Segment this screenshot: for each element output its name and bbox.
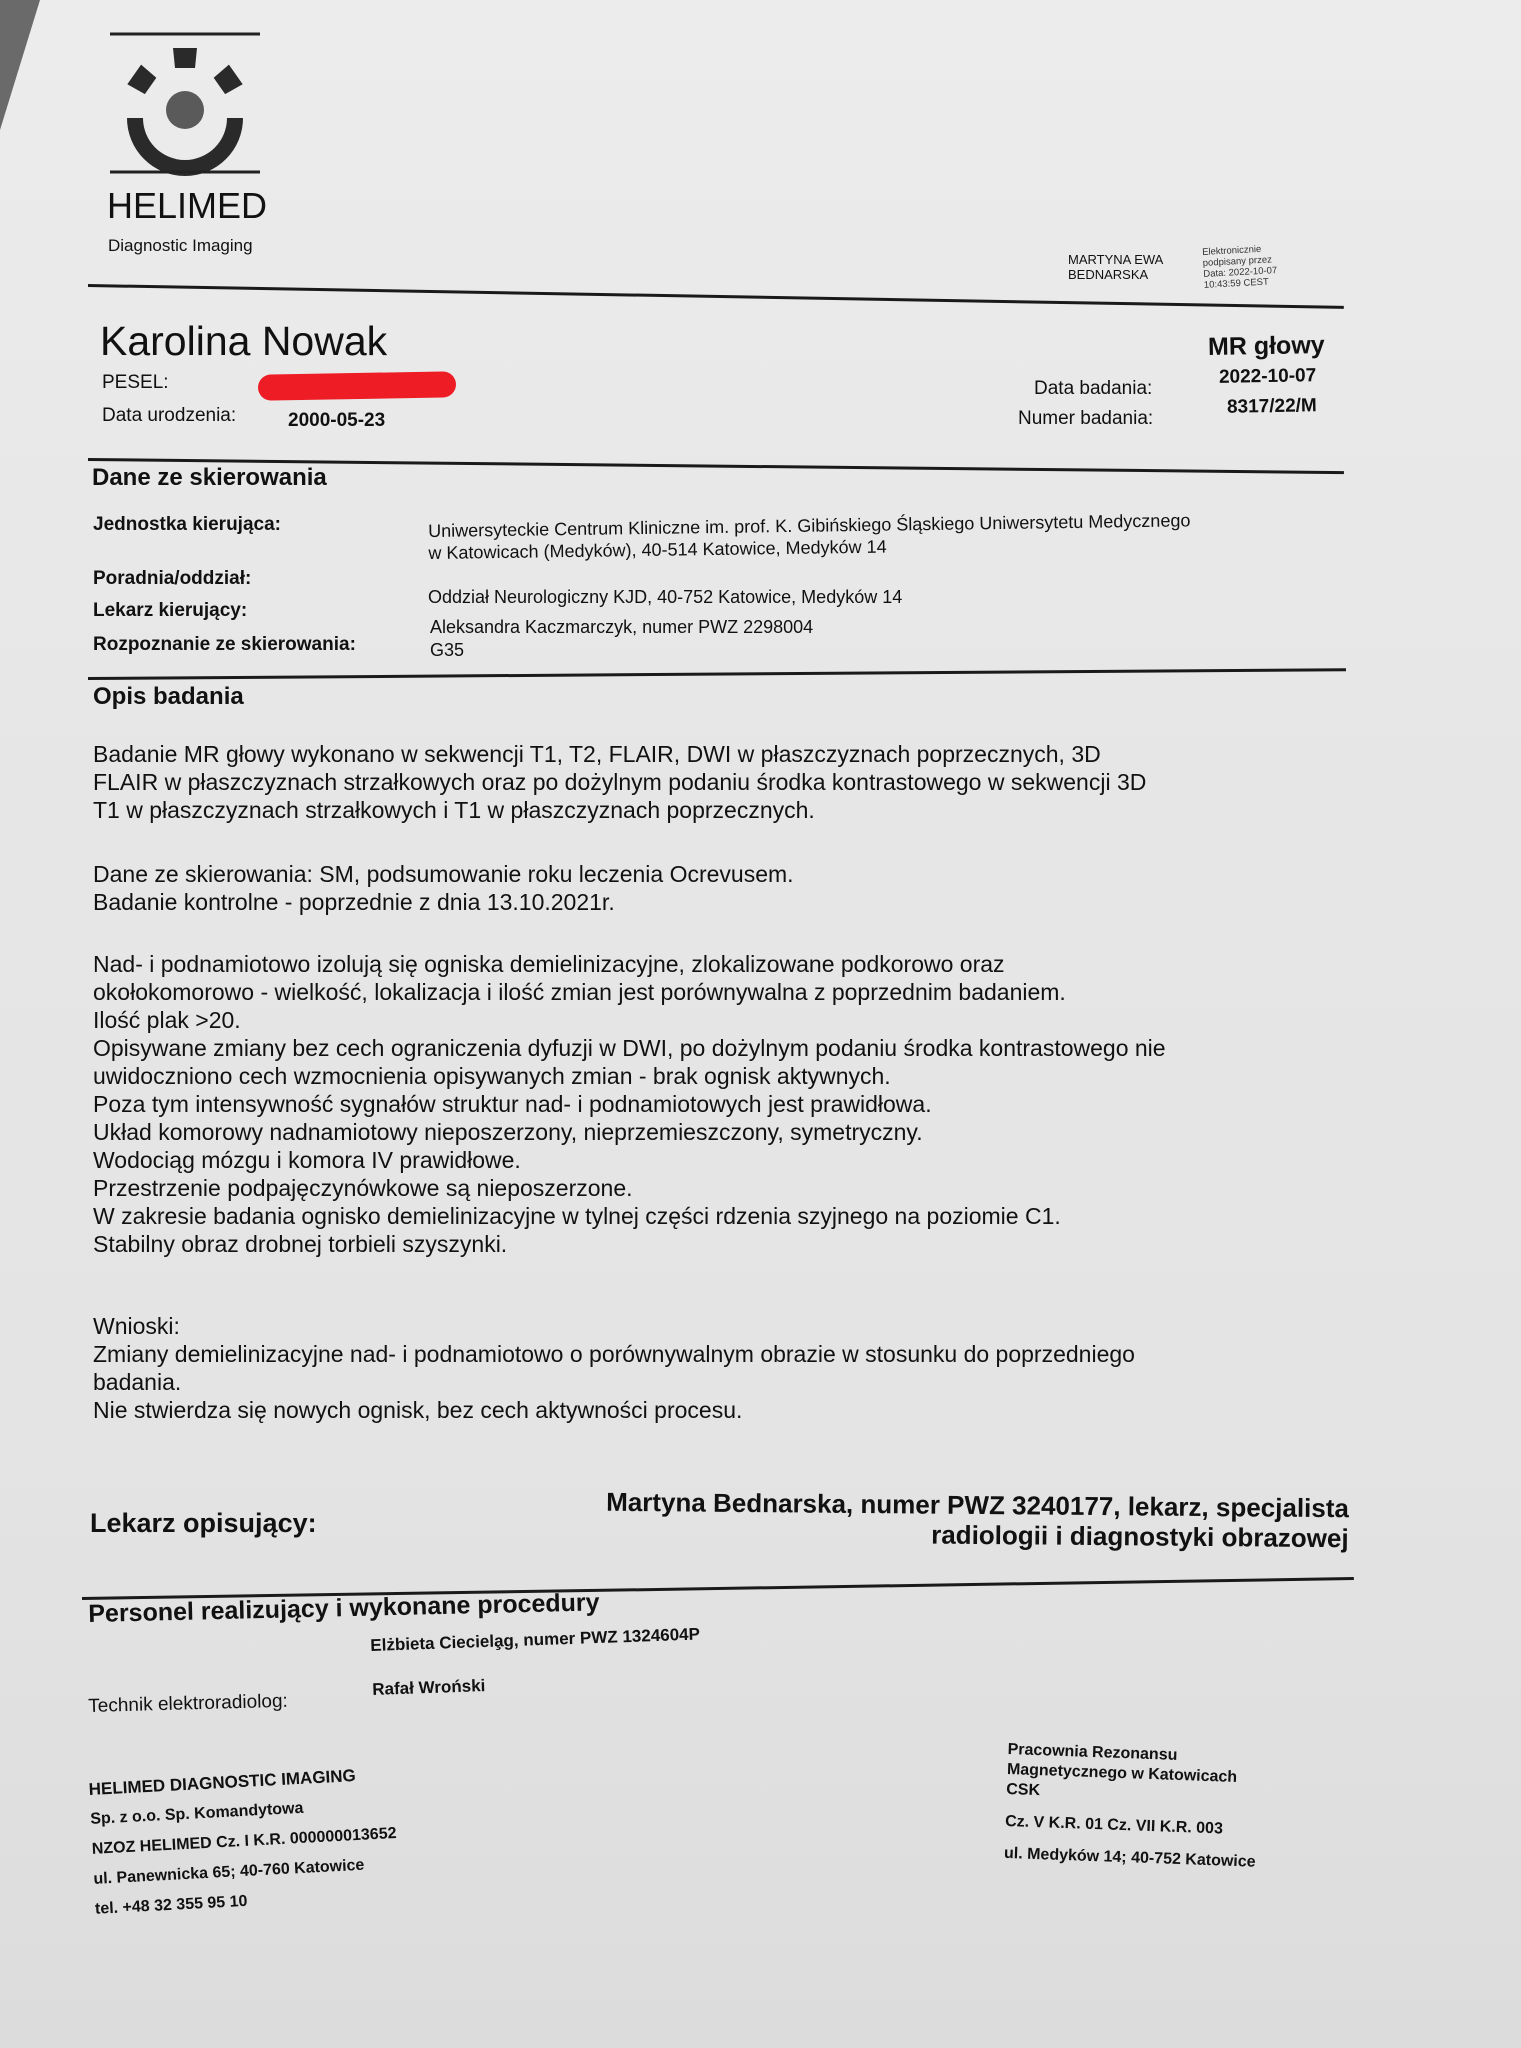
referral-unit-value — [428, 509, 1191, 564]
pesel-label: PESEL: — [102, 372, 169, 393]
company-line: ul. Panewnicka 65; 40-760 Katowice — [93, 1856, 365, 1888]
text-line: Wodociąg mózgu i komora IV prawidłowe. — [93, 1147, 521, 1173]
helimed-logo-icon — [105, 30, 265, 180]
text-line: Nad- i podnamiotowo izolują się ogniska demielinizacyjne, zlokalizowane podkorowo oraz — [93, 951, 1005, 977]
text-line: Dane ze skierowania: SM, podsumowanie roku leczenia Ocrevusem. — [93, 861, 794, 887]
description-title: Opis badania — [93, 683, 244, 710]
text-line: okołokomorowo - wielkość, lokalizacja i ilość zmian jest porównywalna z poprzednim badaniem. — [93, 979, 1066, 1005]
referral-unit-label: Jednostka kierująca: — [93, 514, 281, 535]
text-line: Opisywane zmiany bez cech ograniczenia dyfuzji w DWI, po dożylnym podaniu środka kontrastowego nie — [93, 1035, 1166, 1061]
referral-unit-line: Uniwersyteckie Centrum Kliniczne im. prof. K. Gibińskiego Śląskiego Uniwersytetu Medycznego — [428, 510, 1191, 541]
personnel-person: Elżbieta Cieciela̧g, numer PWZ 1324604P — [370, 1624, 701, 1655]
lab-line: Magnetycznego w Katowicach — [1006, 1760, 1238, 1787]
text-line: Nie stwierdza się nowych ognisk, bez cech aktywności procesu. — [93, 1397, 743, 1423]
exam-date-label: Data badania: — [1034, 378, 1153, 399]
referral-doctor-label: Lekarz kierujący: — [93, 600, 248, 621]
technician-value: Rafał Wroński — [372, 1676, 486, 1699]
conclusions — [93, 1312, 1135, 1424]
describing-doctor-value — [606, 1487, 1349, 1553]
referral-doctor-value: Aleksandra Kaczmarczyk, numer PWZ 2298004 — [430, 617, 814, 637]
text-line: uwidoczniono cech wzmocnienia opisywanych zmian - brak ognisk aktywnych. — [93, 1063, 891, 1089]
company-phone: tel. +48 32 355 95 10 — [94, 1892, 248, 1918]
patient-name: Karolina Nowak — [100, 318, 388, 364]
company-line: NZOZ HELIMED Cz. I K.R. 000000013652 — [91, 1824, 397, 1858]
referral-unit-line: w Katowicach (Medyków), 40-514 Katowice, Medyków 14 — [428, 536, 887, 563]
page-corner-shadow — [0, 0, 40, 130]
referral-title: Dane ze skierowania — [92, 464, 327, 491]
referral-clinic-value: Oddział Neurologiczny KJD, 40-752 Katowice, Medyków 14 — [428, 587, 903, 607]
company-name: HELIMED DIAGNOSTIC IMAGING — [88, 1766, 357, 1799]
description-paragraph-3 — [93, 950, 1166, 1258]
signer-line: BEDNARSKA — [1068, 267, 1149, 282]
referral-diagnosis-value: G35 — [430, 640, 465, 660]
sig-note-line: 10:43:59 CEST — [1203, 276, 1270, 291]
birth-label: Data urodzenia: — [102, 405, 237, 426]
sig-note-line: podpisany przez — [1202, 254, 1273, 269]
pesel-redaction — [258, 371, 456, 400]
text-line: FLAIR w płaszczyznach strzałkowych oraz po dożylnym podaniu środka kontrastowego w sekwencji 3D — [93, 769, 1147, 795]
text-line: Badanie kontrolne - poprzednie z dnia 13.10.2021r. — [93, 889, 615, 915]
text-line: Stabilny obraz drobnej torbieli szyszynki. — [93, 1231, 508, 1257]
divider — [88, 284, 1344, 309]
exam-date-value: 2022-10-07 — [1218, 365, 1317, 388]
exam-type: MR głowy — [1207, 330, 1325, 362]
text-line: Przestrzenie podpajęczynówkowe są nieposzerzone. — [93, 1175, 633, 1201]
logo-subtitle: Diagnostic Imaging — [108, 236, 253, 255]
lab-line: CSK — [1005, 1780, 1041, 1800]
helimed-logo — [105, 30, 265, 180]
description-paragraph-1 — [93, 740, 1146, 824]
text-line: T1 w płaszczyznach strzałkowych i T1 w płaszczyznach poprzecznych. — [93, 797, 815, 823]
sig-note-line: Elektronicznie — [1201, 243, 1262, 258]
exam-number-label: Numer badania: — [1018, 408, 1154, 429]
lab-line: Pracownia Rezonansu — [1007, 1740, 1178, 1764]
text-line: Zmiany demielinizacyjne nad- i podnamiotowo o porównywalnym obrazie w stosunku do poprzedniego — [93, 1341, 1135, 1367]
referral-diagnosis-label: Rozpoznanie ze skierowania: — [93, 634, 356, 655]
divider — [88, 668, 1346, 680]
company-line: Sp. z o.o. Sp. Komandytowa — [89, 1799, 304, 1828]
signer-name — [1068, 252, 1163, 282]
lab-line: ul. Medyków 14; 40-752 Katowice — [1003, 1844, 1256, 1871]
referral-clinic-label: Poradnia/oddział: — [93, 568, 252, 589]
text-line: W zakresie badania ognisko demielinizacyjne w tylnej części rdzenia szyjnego na poziomie C1. — [93, 1203, 1061, 1229]
doctor-line: radiologii i diagnostyki obrazowej — [931, 1519, 1349, 1554]
text-line: badania. — [93, 1369, 182, 1395]
personnel-title: Personel realizujący i wykonane procedury — [88, 1588, 600, 1628]
describing-doctor-label: Lekarz opisujący: — [90, 1508, 317, 1538]
lab-info — [1004, 1740, 1260, 1873]
birth-value: 2000-05-23 — [288, 410, 386, 431]
signer-line: MARTYNA EWA — [1068, 252, 1164, 267]
text-line: Ilość plak >20. — [93, 1007, 241, 1033]
logo-name: HELIMED — [107, 185, 268, 226]
e-signature-note — [1202, 243, 1278, 291]
description-paragraph-2 — [93, 860, 794, 916]
conclusions-heading: Wnioski: — [93, 1313, 180, 1339]
exam-number-value: 8317/22/M — [1226, 395, 1317, 418]
sig-note-line: Data: 2022-10-07 — [1203, 265, 1278, 280]
doctor-line: Martyna Bednarska, numer PWZ 3240177, lekarz, specjalista — [606, 1486, 1350, 1524]
text-line: Układ komorowy nadnamiotowy nieposzerzony, nieprzemieszczony, symetryczny. — [93, 1119, 923, 1145]
technician-label: Technik elektroradiolog: — [88, 1690, 289, 1717]
company-info — [88, 1759, 400, 1925]
text-line: Badanie MR głowy wykonano w sekwencji T1, T2, FLAIR, DWI w płaszczyznach poprzecznych, 3D — [93, 741, 1101, 767]
lab-line: Cz. V K.R. 01 Cz. VII K.R. 003 — [1004, 1812, 1224, 1838]
text-line: Poza tym intensywność sygnałów struktur nad- i podnamiotowych jest prawidłowa. — [93, 1091, 932, 1117]
